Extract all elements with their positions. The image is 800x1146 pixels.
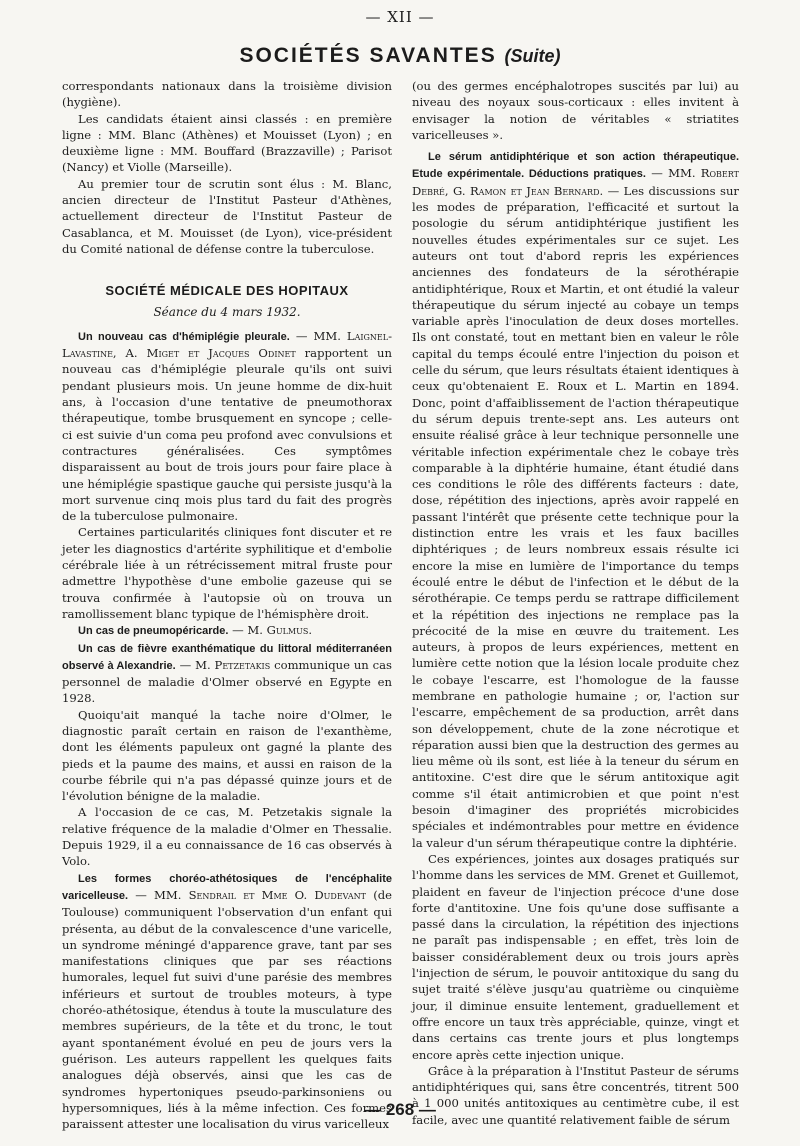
article-body: — Les discussions sur les modes de préparation, l'efficacité et surtout la posologie du sérum antidiphtérique justifient les nouvelles études expérimentales sur ce sujet. Les auteurs ont tout d'abord repris les expériences anciennes des fondateurs de la sérothérapie antidiphtérique, Roux et Martin, et ont étudié la valeur thérapeutique du sérum injecté au cobaye un temps variable après l'inoculation de deux doses mortelles. Ils ont constaté, tout en mettant bien en valeur le rôle capital du temps écoulé entre l'injection du poison et celle du sérum, que leurs résultats étaient identiques à ceux qu'obtenaient E. Roux et L. Martin en 1894. Donc, point d'affaiblissement de l'action thérapeutique du sérum depuis trente-sept ans. Les auteurs ont ensuite réalisé grâce à leur technique personnelle une véritable infection expérimentale chez le cobaye très comparable à la diphtérie humaine, étant étudié dans ces conditions le rôle des différents facteurs : date, dose, répétition des injections, après avoir rappelé en passant l'intérêt que présente cette technique pour la distinction entre les vrais et les faux bacilles diphtériques ; de leurs nombreux essais résulte ici encore la mise en lumière de l'importance du temps écoulé entre le début de l'infection et le début de la sérothérapie. Ce temps perdu se rattrape difficilement et la répétition des injections ne remplace pas la précocité de la mise en œuvre du traitement. Les auteurs, à propos de leurs expériences, mettent en lumière cette notion que la lésion locale produite chez le cobaye l'escarre, est l'homologue de la fausse membrane en pathologie humaine ; or, l'action sur l'escarre, empêchement de sa production, arrêt dans son développement, chute de la zone nécrotique et réparation aussi bien que la destruction des germes au lieu même où ils sont, est liée à la teneur du sérum en antitoxine. C'est dire que le sérum antitoxique agit comme s'il était antimicrobien et que point n'est besoin d'imaginer des propriétés microbicides spéciales et indémontrables pour mettre en évidence la valeur d'un sérum thérapeutique contre la diphtérie. xyxy=(412,183,739,850)
paragraph: A l'occasion de ce cas, M. Petzetakis signale la relative fréquence de la maladie d'Olmer en Thessalie. Depuis 1929, il a eu connaissance de 16 cas observés à Volo. xyxy=(62,805,392,869)
article-choreo xyxy=(62,870,392,1133)
article-title: Les formes choréo-athétosiques de l'encéphalite varicelleuse. xyxy=(62,872,392,902)
section-title: SOCIÉTÉ MÉDICALE DES HOPITAUX xyxy=(105,283,349,299)
article-authors: — MM. Laignel-Lavastine, A. Miget et Jacques Odinet xyxy=(62,328,392,361)
article-title: Un cas de fièvre exanthématique du littoral méditerranéen observé à Alexandrie. xyxy=(62,642,392,672)
article-authors: — M. Gulmus. xyxy=(232,623,313,638)
page-roman-numeral: — XII — xyxy=(365,8,435,26)
paragraph: correspondants nationaux dans la troisième division (hygiène). xyxy=(62,79,392,110)
article-authors: — MM. Robert Debré, G. Ramon et Jean Bernard. xyxy=(412,166,739,198)
page-number: — 268 — xyxy=(364,1100,436,1119)
article-title: Un cas de pneumopéricarde. xyxy=(78,625,229,638)
left-column xyxy=(62,78,392,1132)
article-pneumopericarde xyxy=(62,622,392,639)
section-date: Séance du 4 mars 1932. xyxy=(153,304,301,319)
article-serum xyxy=(412,148,739,851)
article-fievre xyxy=(62,640,392,707)
running-head-suite: (Suite) xyxy=(504,46,561,66)
paragraph: Ces expériences, jointes aux dosages pratiqués sur l'homme dans les services de MM. Grenet et Guillemot, plaident en faveur de l'injection précoce d'une dose forte d'antitoxine. Une fois qu'une dose suffisante a passé dans la circulation, la répétition des injections ne paraît pas indispensable ; en effet, très loin de baisser considérablement deux ou trois jours après l'injection de sérum, le pouvoir antitoxique du sang du sujet traité s'élève jusqu'au quatrième ou cinquième jour, il diminue ensuite lentement, graduellement et offre encore un taux très appréciable, quinze, vingt et dans certains cas trente jours et plus longtemps encore après cette injection unique. xyxy=(412,851,739,1062)
paragraph: Certaines particularités cliniques font discuter et re jeter les diagnostics d'artérite syphilitique et d'embolie cérébrale liée à un rétrécissement mitral fruste pour admettre l'hypothèse d'une embolie gazeuse qui se trouva confirmée à l'autopsie où on trouva un ramollissement blanc typique de l'hémisphère droit. xyxy=(62,525,392,621)
running-head xyxy=(0,44,800,68)
paragraph: Grâce à la préparation à l'Institut Pasteur de sérums antidiphtériques qui, sans être concentrés, titrent 500 à 1 000 unités antitoxiques au centimètre cube, il est facile, avec une quantité relativement faible de sérum xyxy=(412,1063,739,1127)
right-column xyxy=(412,78,739,1128)
article-body: rapportent un nouveau cas d'hémiplégie pleurale qu'ils ont suivi pendant plusieurs mois. Un jeune homme de dix-huit ans, à l'occasion d'une tentative de pneumothorax thérapeutique, tombe brusquement en syncope ; celle-ci est suivie d'un coma peu profond avec convulsions et contractures généralisées. Ces symptômes disparaissent au bout de trois jours pour faire place à une hémiplégie spastique gauche qui persiste jusqu'à la mort survenue cinq mois plus tard du fait des progrès de la tuberculose pulmonaire. xyxy=(62,346,392,524)
paragraph: Les candidats étaient ainsi classés : en première ligne : MM. Blanc (Athènes) et Mouisset (Lyon) ; en deuxième ligne : MM. Bouffard (Brazzaville) ; Parisot (Nancy) et Violle (Marseille). xyxy=(62,111,392,175)
article-hemiplegie xyxy=(62,328,392,525)
article-body: communique un cas personnel de maladie d'Olmer observé en Egypte en 1928. xyxy=(62,657,392,706)
running-head-title: SOCIÉTÉS SAVANTES xyxy=(239,44,497,67)
paragraph: Quoiqu'ait manqué la tache noire d'Olmer, le diagnostic paraît certain en raison de l'exanthème, dont les éléments papuleux ont gagné la plante des pieds et la paume des mains, et aussi en raison de la courbe fébrile qui n'a pas dépassé quinze jours et de l'évolution bénigne de la maladie. xyxy=(62,707,392,804)
article-title: Un nouveau cas d'hémiplégie pleurale. xyxy=(78,330,290,343)
article-body: (de Toulouse) communiquent l'observation d'un enfant qui présenta, au début de la convalescence d'une varicelle, un syndrome méningé d'apparence grave, tant par ses manifestations cliniques que par ses réactions humorales, lequel fut suivi d'une parésie des membres inférieurs et surtout de troubles moteurs, à type choréo-athétosique, étendus à toute la musculature des membres supérieurs, de la tête et du tronc, le tout ayant spontanément évolué en peu de jours vers la guérison. Les auteurs rappellent les quelques faits analogues déjà observés, ainsi que les cas de syndromes hypertoniques pseudo-parkinsoniens ou hypersomniques, liés à la même infection. Ces formes paraissent attester une localisation du virus varicelleux xyxy=(62,887,393,1132)
paragraph: (ou des germes encéphalotropes suscités par lui) au niveau des noyaux sous-corticaux : elles invitent à envisager la notion de véritables « striatites varicelleuses ». xyxy=(412,79,739,142)
article-title: Le sérum antidiphtérique et son action thérapeutique. Etude expérimentale. Déductions pratiques. xyxy=(412,151,739,181)
article-authors: — MM. Sendrail et Mme O. Dudevant xyxy=(135,887,367,902)
article-authors: — M. Petzetakis xyxy=(179,657,271,672)
paragraph: Au premier tour de scrutin sont élus : M. Blanc, ancien directeur de l'Institut Pasteur d'Athènes, actuellement directeur de l'Institut Pasteur de Casablanca, et M. Mouisset (de Lyon), vice-président du Comité national de défense contre la tuberculose. xyxy=(62,176,392,256)
